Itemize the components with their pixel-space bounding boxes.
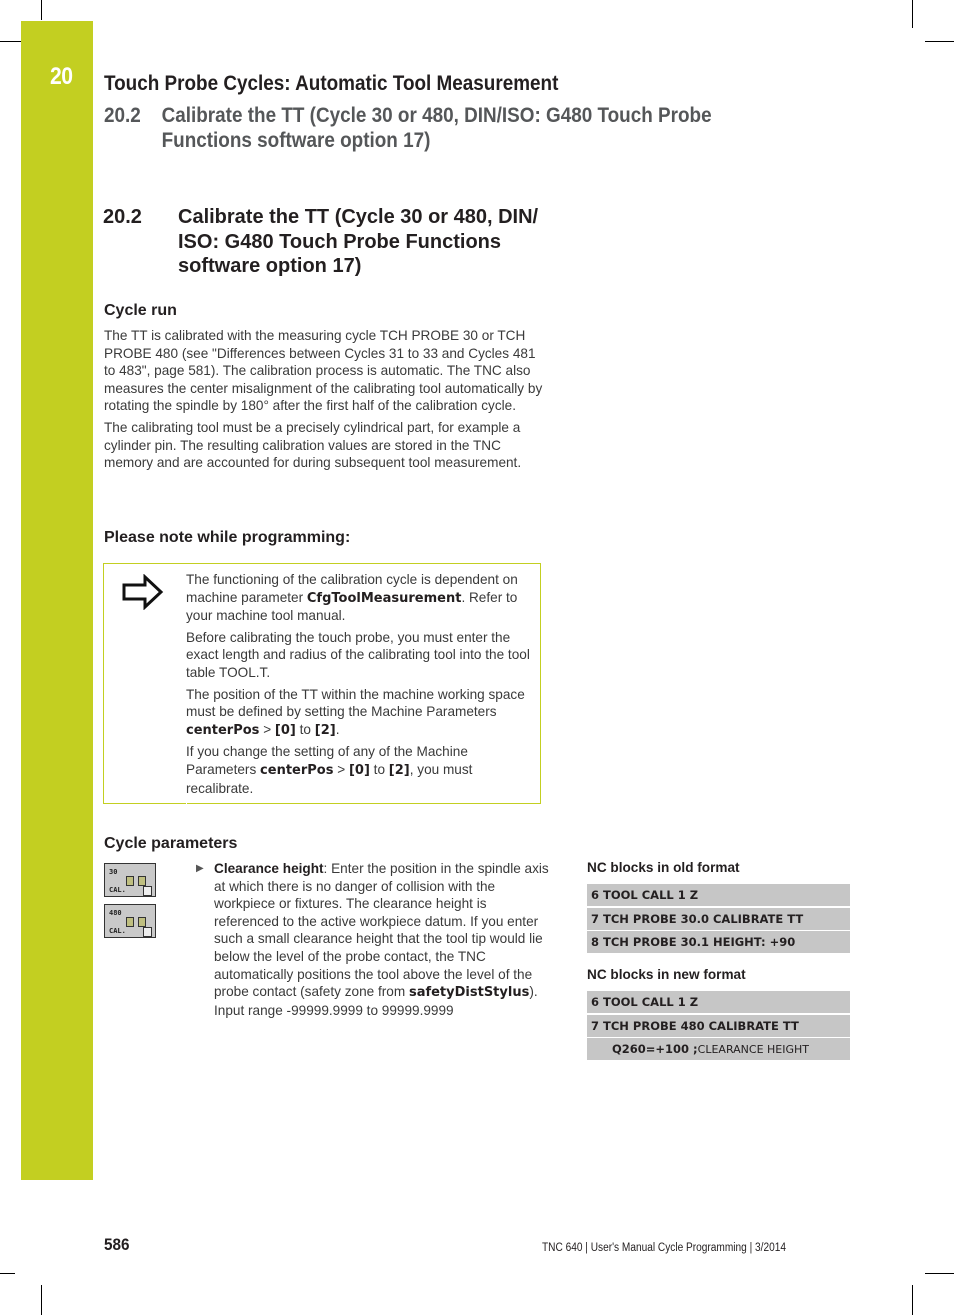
note-heading: Please note while programming:	[104, 529, 351, 546]
chapter-tab-bar	[21, 21, 93, 1180]
nc-old-table	[587, 884, 850, 955]
running-section-title-line: Calibrate the TT (Cycle 30 or 480, DIN/ISO: G480 Touch Probe	[161, 104, 712, 127]
tool-icon	[143, 886, 152, 896]
nc-block-param-row	[587, 1038, 850, 1060]
parameter-index: [2]	[314, 722, 336, 738]
nc-old-heading: NC blocks in old format	[587, 860, 740, 875]
text: >	[259, 721, 275, 737]
section-title-line: Calibrate the TT (Cycle 30 or 480, DIN/	[178, 206, 539, 228]
parameter-name: CfgToolMeasurement	[306, 590, 462, 606]
section-title-line: software option 17)	[178, 255, 362, 277]
cycle-parameters-heading: Cycle parameters	[104, 835, 238, 852]
probe-icon	[138, 917, 146, 927]
crop-mark	[0, 41, 21, 42]
parameter-description	[214, 860, 550, 1019]
parameter-index: [0]	[348, 762, 370, 778]
section-title-line: ISO: G480 Touch Probe Functions	[178, 230, 501, 253]
note-paragraph	[186, 686, 536, 740]
softkey-label: CAL.	[109, 886, 126, 894]
nc-block-row: 8 TCH PROBE 30.1 HEIGHT: +90	[587, 931, 850, 953]
text: : Enter the position in the spindle axis at which there is no danger of collision with the workpiece or fixtures. The clearance height is referenced to the active workpiece datum. If you enter such a small clearance height that the tool tip would lie below the level of the probe contact, the TNC automatically positions the tool above the level of the probe contact (safety zone from	[214, 861, 549, 1000]
tool-icon	[143, 927, 152, 937]
softkey-number: 480	[109, 909, 122, 917]
arrow-right-outline-icon	[121, 574, 165, 615]
chapter-number: 20	[50, 63, 73, 90]
crop-mark	[925, 41, 954, 42]
text: ). Input range -99999.9999 to 99999.9999	[214, 984, 538, 1018]
note-box	[103, 563, 541, 804]
crop-mark	[912, 0, 913, 28]
parameter-index: [2]	[388, 762, 410, 778]
nc-block-row: 7 TCH PROBE 480 CALIBRATE TT	[587, 1015, 850, 1037]
probe-icon	[138, 876, 146, 886]
softkey-cycle-480	[104, 904, 156, 938]
running-header-section	[104, 103, 712, 153]
softkey-number: 30	[109, 868, 118, 876]
text: to	[369, 761, 389, 777]
text: >	[333, 761, 349, 777]
parameter-name: safetyDistStylus	[408, 985, 530, 1001]
text: to	[295, 721, 315, 737]
text: If you change the setting of any of the Machine Parameters	[186, 744, 468, 777]
nc-new-heading: NC blocks in new format	[587, 967, 746, 982]
running-section-title	[162, 103, 712, 153]
nc-block-row: 7 TCH PROBE 30.0 CALIBRATE TT	[587, 908, 850, 930]
text: The functioning of the calibration cycle is dependent on machine parameter	[186, 572, 518, 605]
crop-mark	[925, 1273, 954, 1274]
softkey-label: CAL.	[109, 927, 126, 935]
note-paragraph	[186, 571, 536, 625]
section-number: 20.2	[103, 206, 142, 228]
text: . Refer to your machine tool manual.	[186, 589, 518, 624]
nc-block-row: 6 TOOL CALL 1 Z	[587, 884, 850, 906]
page-number: 586	[104, 1235, 130, 1254]
crop-mark	[41, 1285, 42, 1315]
note-text	[186, 571, 536, 801]
probe-icon	[126, 917, 134, 927]
parameter-name: centerPos	[260, 762, 334, 778]
paragraph: The calibrating tool must be a precisely cylindrical part, for example a cylinder pin. The resulting calibration values are stored in the TNC memory and are accounted for during subsequent tool measurement.	[104, 419, 522, 471]
triangle-bullet-icon: ▶	[196, 863, 204, 874]
probe-icon	[126, 876, 134, 886]
section-title-text	[178, 205, 578, 279]
parameter-index: [0]	[274, 722, 296, 738]
note-paragraph: Before calibrating the touch probe, you must enter the exact length and radius of the calibrating tool into the tool table TOOL.T.	[186, 629, 530, 680]
nc-new-table	[587, 991, 850, 1062]
crop-mark	[912, 1285, 913, 1315]
text: , you must recalibrate.	[186, 761, 473, 796]
footer-text: TNC 640 | User's Manual Cycle Programming | 3/2014	[542, 1242, 786, 1254]
running-header-title: Touch Probe Cycles: Automatic Tool Measurement	[104, 72, 559, 95]
nc-param-comment: CLEARANCE HEIGHT	[697, 1043, 810, 1056]
running-section-number: 20.2	[104, 104, 141, 127]
running-section-title-line: Functions software option 17)	[161, 129, 431, 152]
cycle-run-text	[104, 327, 549, 476]
crop-mark	[41, 0, 42, 20]
crop-mark	[0, 1273, 15, 1274]
nc-param-code: Q260=+100 ;	[612, 1042, 698, 1056]
note-paragraph	[186, 743, 536, 797]
softkey-cycle-30	[104, 863, 156, 897]
text: .	[335, 721, 340, 737]
paragraph: The TT is calibrated with the measuring cycle TCH PROBE 30 or TCH PROBE 480 (see "Differences between Cycles 31 to 33 and Cycles 481 to 483", page 581). The calibration process is automatic. The TNC also measures the center misalignment of the calibrating tool automatically by rotating the spindle by 180° after the first half of the calibration cycle.	[104, 328, 543, 414]
text: The position of the TT within the machine working space must be defined by setting the Machine Parameters	[186, 686, 525, 720]
cycle-run-heading: Cycle run	[104, 302, 177, 319]
parameter-label: Clearance height	[214, 861, 324, 876]
parameter-name: centerPos	[186, 722, 260, 738]
nc-block-row: 6 TOOL CALL 1 Z	[587, 991, 850, 1013]
